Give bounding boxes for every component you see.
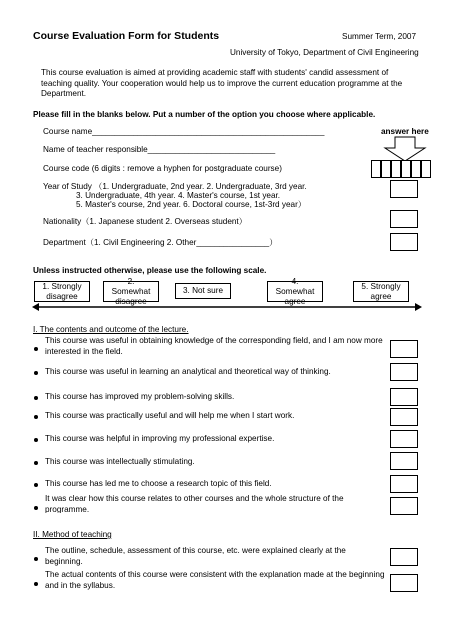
course-code-digit[interactable] — [421, 160, 431, 178]
question-2-answer-box[interactable] — [390, 363, 418, 381]
bullet — [34, 347, 38, 351]
course-name-field[interactable]: Course name___________________________________________________ — [43, 127, 325, 136]
scale-option-1: 1. Strongly disagree — [34, 281, 90, 302]
year-of-study-options: 3. Undergraduate, 4th year. 4. Master's course, 1st year. — [76, 191, 281, 200]
question-5-answer-box[interactable] — [390, 430, 418, 448]
question-10-answer-box[interactable] — [390, 574, 418, 592]
question-7-answer-box[interactable] — [390, 475, 418, 493]
form-title: Course Evaluation Form for Students — [33, 30, 220, 42]
question-7: This course has led me to choose a research topic of this field. — [45, 479, 272, 488]
term-label: Summer Term, 2007 — [342, 32, 417, 41]
question-4: This course was practically useful and will help me when I start work. — [45, 411, 295, 420]
question-9-answer-box[interactable] — [390, 548, 418, 566]
bullet — [34, 483, 38, 487]
question-5: This course was helpful in improving my professional expertise. — [45, 434, 275, 443]
scale-option-2: 2. Somewhat disagree — [103, 281, 159, 302]
university-label: University of Tokyo, Department of Civil Engineering — [230, 48, 419, 57]
department-label: Department（1. Civil Engineering 2. Other________________） — [43, 238, 278, 247]
instructions: Please fill in the blanks below. Put a number of the option you choose where applicable. — [33, 110, 376, 119]
question-1: This course was useful in obtaining knowledge of the corresponding field, and I am now more interested in the field. — [45, 336, 383, 356]
bullet — [34, 461, 38, 465]
question-4-answer-box[interactable] — [390, 408, 418, 426]
question-6-answer-box[interactable] — [390, 452, 418, 470]
course-code-label: Course code (6 digits : remove a hyphen for postgraduate course) — [43, 164, 282, 173]
intro-paragraph: This course evaluation is aimed at providing academic staff with students' candid assessment of teaching quality. Your cooperation would help us to improve the current education programme at the Department. — [41, 68, 403, 98]
course-code-digit[interactable] — [371, 160, 381, 178]
question-9: The outline, schedule, assessment of this course, etc. were explained clearly at the beginning. — [45, 546, 346, 566]
bullet — [34, 371, 38, 375]
scale-instructions: Unless instructed otherwise, please use the following scale. — [33, 266, 267, 275]
bullet — [34, 396, 38, 400]
question-8: It was clear how this course relates to other courses and the whole structure of the programme. — [45, 494, 344, 513]
course-code-digit[interactable] — [401, 160, 411, 178]
year-of-study-options: 5. Master's course, 2nd year. 6. Doctoral course, 1st-3rd year） — [76, 200, 307, 209]
question-1-answer-box[interactable] — [390, 340, 418, 358]
section-1-heading: I. The contents and outcome of the lecture. — [33, 325, 189, 334]
course-code-digit[interactable] — [391, 160, 401, 178]
bullet — [34, 506, 38, 510]
scale-option-3: 3. Not sure — [175, 283, 231, 299]
down-arrow-icon — [383, 136, 427, 162]
year-of-study-label: Year of Study （1. Undergraduate, 2nd year. 2. Undergraduate, 3rd year. — [43, 182, 307, 191]
scale-arrow-icon — [32, 303, 422, 311]
course-code-digit[interactable] — [381, 160, 391, 178]
bullet — [34, 415, 38, 419]
answer-here-label: answer here — [381, 127, 429, 136]
nationality-answer-box[interactable] — [390, 210, 418, 228]
question-10: The actual contents of this course were consistent with the explanation made at the beginning and in the syllabus. — [45, 570, 385, 590]
question-8-answer-box[interactable] — [390, 497, 418, 515]
question-6: This course was intellectually stimulating. — [45, 457, 195, 466]
nationality-label: Nationality（1. Japanese student 2. Overseas student） — [43, 217, 247, 226]
year-of-study-answer-box[interactable] — [390, 180, 418, 198]
bullet — [34, 582, 38, 586]
bullet — [34, 557, 38, 561]
teacher-field[interactable]: Name of teacher responsible____________________________ — [43, 145, 276, 154]
question-2: This course was useful in learning an analytical and theoretical way of thinking. — [45, 367, 331, 376]
section-2-heading: II. Method of teaching — [33, 530, 112, 539]
course-code-digit[interactable] — [411, 160, 421, 178]
course-code-input[interactable] — [371, 160, 431, 178]
scale-option-5: 5. Strongly agree — [353, 281, 409, 302]
question-3-answer-box[interactable] — [390, 388, 418, 406]
bullet — [34, 438, 38, 442]
department-answer-box[interactable] — [390, 233, 418, 251]
scale-option-4: 4. Somewhat agree — [267, 281, 323, 302]
question-3: This course has improved my problem-solving skills. — [45, 392, 235, 401]
